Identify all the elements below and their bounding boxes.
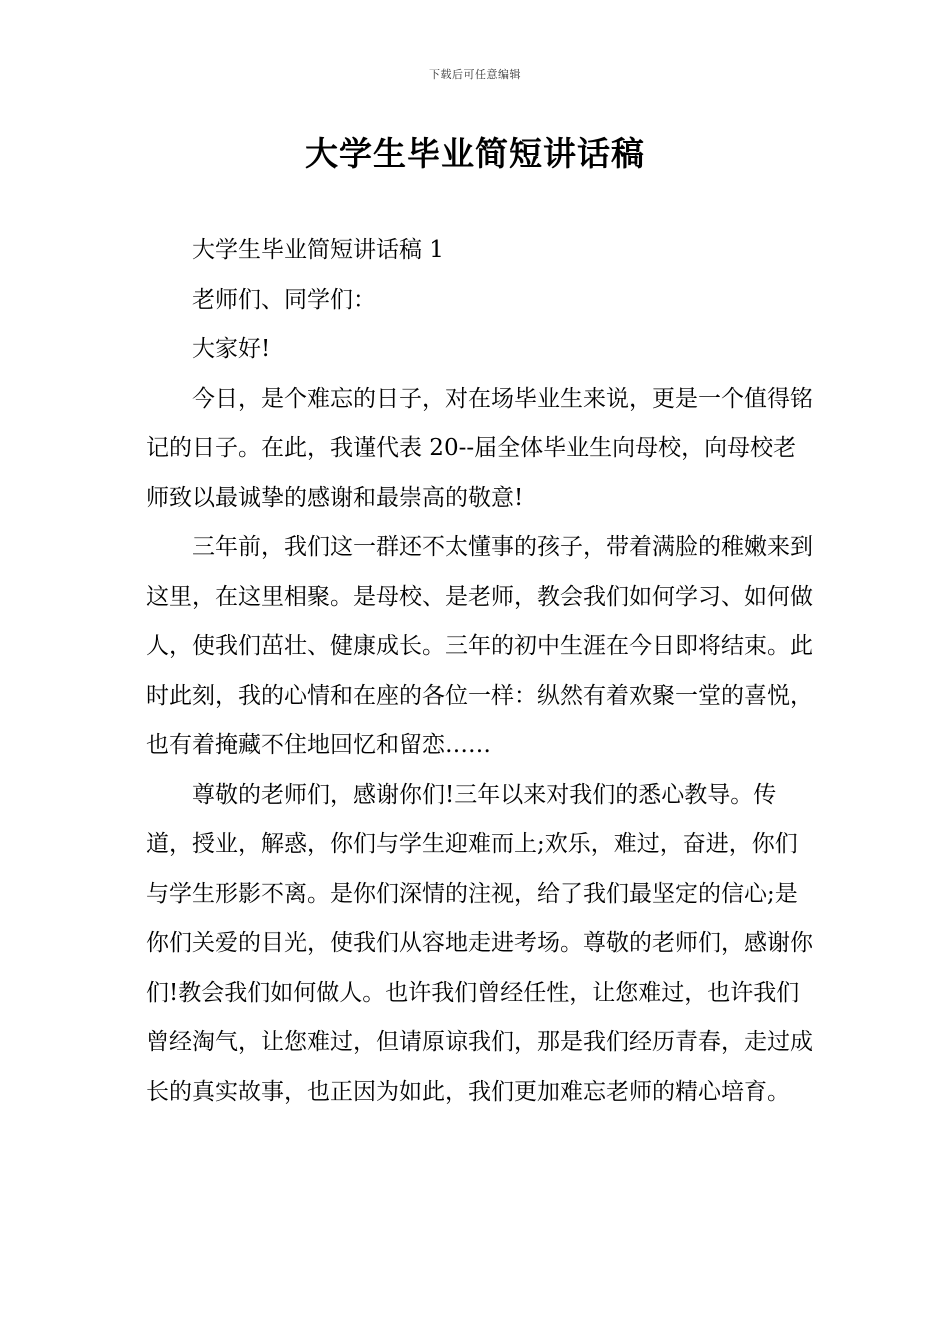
subtitle-paragraph: 大学生毕业简短讲话稿 1 [192,237,444,263]
header-note: 下载后可任意编辑 [429,68,521,81]
body-paragraph: 今日，是个难忘的日子，对在场毕业生来说，更是一个值得铭记的日子。在此，我谨代表 20--届全体毕业生向母校，向母校老师致以最诚挚的感谢和最崇高的敬意! [146,385,813,511]
greeting-paragraph: 大家好! [192,336,271,362]
page-title: 大学生毕业简短讲话稿 [305,134,645,173]
document-body [146,226,816,1117]
salutation-paragraph: 老师们、同学们： [192,286,376,313]
body-paragraph: 尊敬的老师们，感谢你们!三年以来对我们的悉心教导。传道，授业，解惑，你们与学生迎难而上;欢乐，难过，奋进，你们与学生形影不离。是你们深情的注视，给了我们最坚定的信心;是你们关爱的目光，使我们从容地走进考场。尊敬的老师们，感谢你们!教会我们如何做人。也许我们曾经任性，让您难过，也许我们曾经淘气，让您难过，但请原谅我们，那是我们经历青春，走过成长的真实故事，也正因为如此，我们更加难忘老师的精心培育。 [146,781,813,1105]
body-paragraph: 三年前，我们这一群还不太懂事的孩子，带着满脸的稚嫩来到这里，在这里相聚。是母校、是老师，教会我们如何学习、如何做人，使我们茁壮、健康成长。三年的初中生涯在今日即将结束。此时此刻，我的心情和在座的各位一样：纵然有着欢聚一堂的喜悦，也有着掩藏不住地回忆和留恋…… [146,534,813,758]
